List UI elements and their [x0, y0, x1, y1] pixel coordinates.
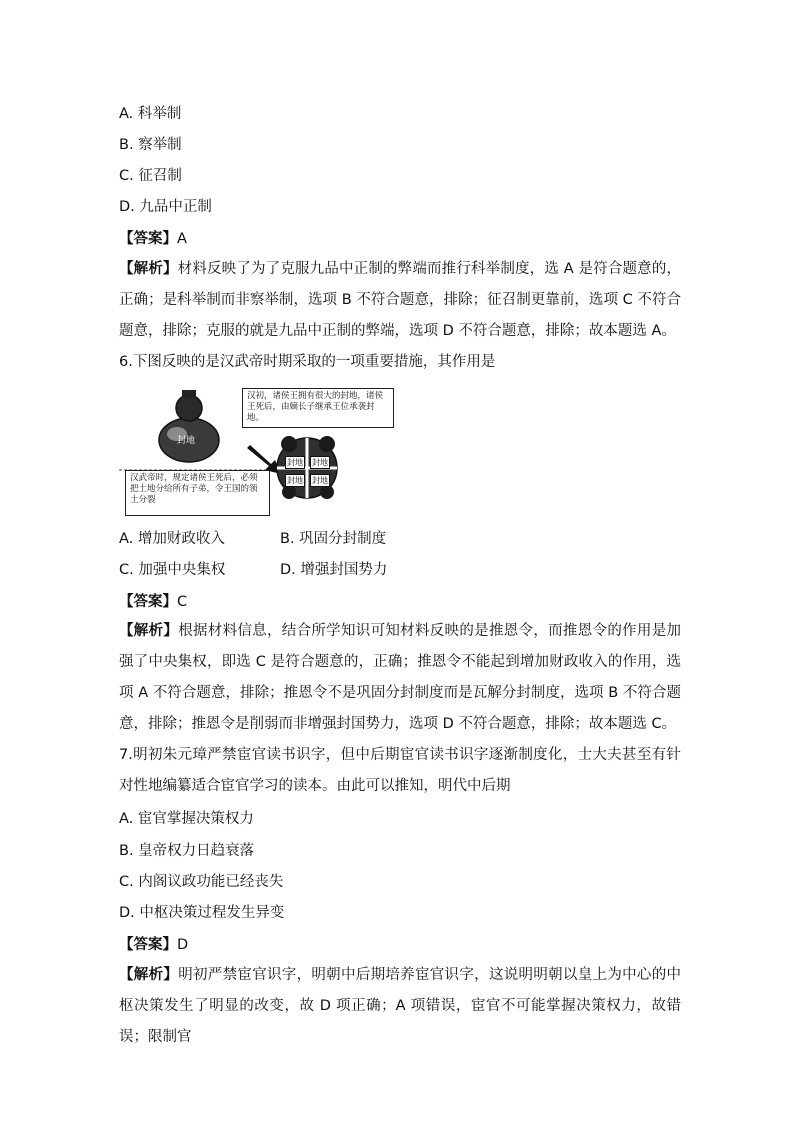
analysis-tag: 【解析】: [119, 261, 178, 277]
analysis-tag: 【解析】: [119, 623, 179, 639]
q7-question: 7.明初朱元璋严禁宦官读书识字，但中后期宦官读书识字逐渐制度化，士大夫甚至有针对性地编纂适合宦官学习的读本。由此可以推知，明代中后期: [119, 747, 681, 794]
analysis-text: 根据材料信息，结合所学知识可知材料反映的是推恩令，而推恩令的作用是加强了中央集权，即选 C 是符合题意的，正确；推恩令不能起到增加财政收入的作用，选项 A 不符合题意，排除；推恩令不是巩固分封制度而是瓦解分封制度，选项 B 不符合题意，排除；推恩令是削弱而非增强封国势力，选项 D 不符合题意，排除；故本题选 C。: [119, 623, 682, 732]
q6-answer: [119, 592, 187, 612]
q6-option-a: A. 增加财政收入: [119, 531, 225, 547]
figure-bottom-caption: 汉武帝时，规定诸侯王死后，必须把土地分给所有子弟，令王国的领土分裂: [125, 470, 270, 516]
q6-question: 6.下图反映的是汉武帝时期采取的一项重要措施，其作用是: [119, 354, 496, 370]
q7-option-a: A. 宦官掌握决策权力: [119, 811, 254, 827]
big-fief-label: 封地: [177, 436, 196, 446]
lord-head-icon: [176, 395, 202, 421]
fief-label-4: 封地: [312, 476, 328, 485]
answer-tag: 【答案】: [119, 937, 177, 953]
fief-label-2: 封地: [312, 458, 328, 467]
q6-option-d: D. 增强封国势力: [280, 562, 388, 578]
q5-option-c: C. 征召制: [119, 168, 182, 184]
q7-option-c: C. 内阁议政功能已经丧失: [119, 874, 284, 890]
q7-option-d: D. 中枢决策过程发生异变: [119, 905, 285, 921]
q7-answer: [119, 935, 188, 955]
answer-value: C: [177, 594, 188, 610]
q6-analysis: [119, 616, 681, 740]
q6-option-b: B. 巩固分封制度: [280, 531, 387, 547]
analysis-text: 明初严禁宦官识字，明朝中后期培养宦官识字，这说明明朝以皇上为中心的中枢决策发生了明显的改变，故 D 项正确；A 项错误，宦官不可能掌握决策权力，故错误；限制官: [119, 967, 682, 1045]
analysis-tag: 【解析】: [119, 967, 179, 983]
q7-option-b: B. 皇帝权力日趋衰落: [119, 843, 255, 859]
answer-tag: 【答案】: [119, 594, 177, 610]
q5-option-a: A. 科举制: [119, 106, 182, 122]
q5-option-b: B. 察举制: [119, 137, 182, 153]
q5-answer: [119, 229, 187, 249]
answer-value: A: [177, 231, 187, 247]
fief-label-1: 封地: [287, 458, 303, 467]
q7-analysis: [119, 960, 681, 1053]
q6-figure: [119, 384, 387, 520]
figure-top-caption: 汉初，诸侯王拥有很大的封地，诸侯王死后，由嫡长子继承王位承袭封地。: [242, 388, 394, 428]
q6-option-c: C. 加强中央集权: [119, 562, 226, 578]
answer-tag: 【答案】: [119, 231, 177, 247]
q5-analysis: [119, 254, 681, 347]
answer-value: D: [177, 937, 189, 953]
fief-label-3: 封地: [287, 476, 303, 485]
q5-option-d: D. 九品中正制: [119, 199, 212, 215]
analysis-text: 材料反映了为了克服九品中正制的弊端而推行科举制度，选 A 是符合题意的，正确；是科举制而非察举制，选项 B 不符合题意，排除；征召制更靠前，选项 C 不符合题意，排除；克服的就是九品中正制的弊端，选项 D 不符合题意，排除；故本题选 A。: [119, 261, 681, 339]
